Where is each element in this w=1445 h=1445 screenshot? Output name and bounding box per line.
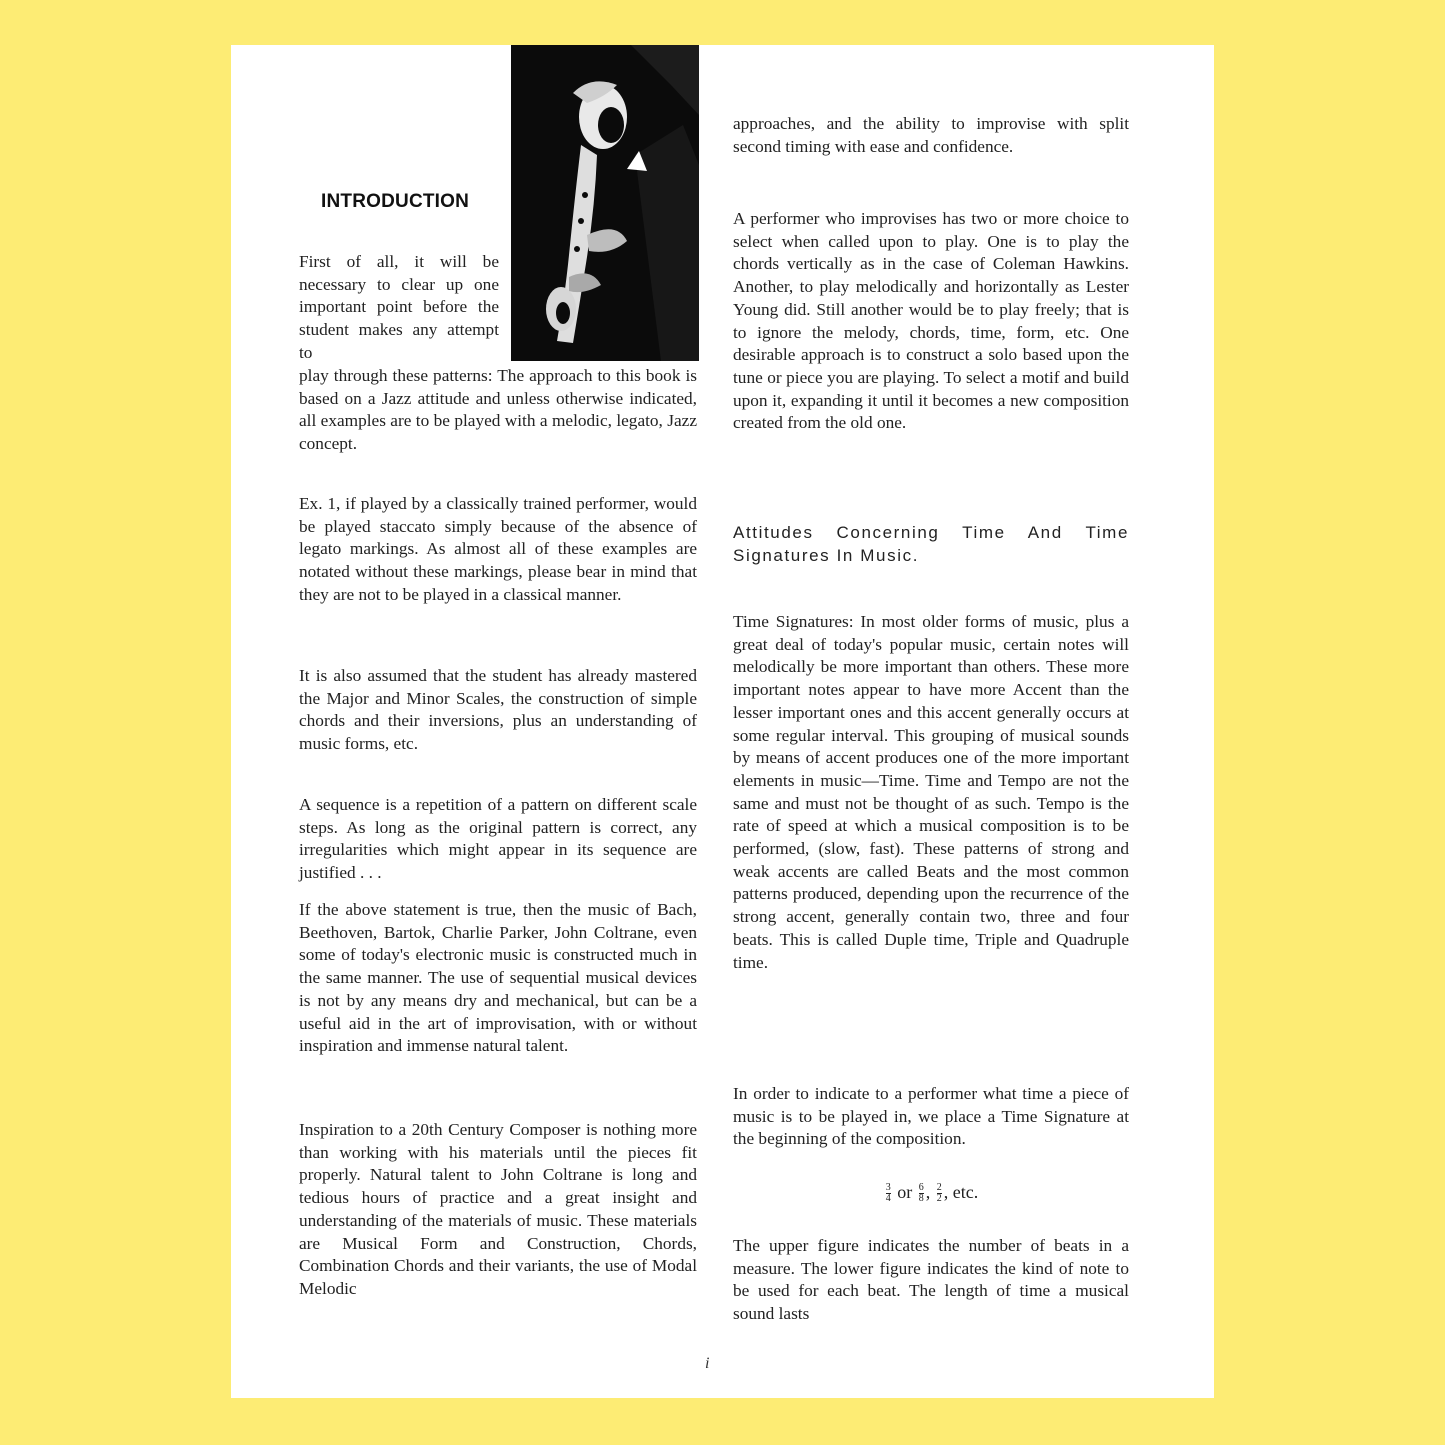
time-signature-1: $\frac{3}{4}$ [885, 1182, 891, 1205]
col1-paragraph-3: It is also assumed that the student has already mastered the Major and Minor Scales, the construction of simple chords and their inversions, plus an understanding of music forms, etc. [299, 666, 697, 754]
page-number: i [705, 1355, 710, 1372]
saxophonist-photo [511, 45, 699, 361]
fraction-or-label: or [897, 1182, 913, 1202]
book-page [231, 45, 1214, 1398]
section-title: Attitudes Concerning Time And Time Signatures In Music. [733, 523, 1129, 565]
col1-paragraph-6: Inspiration to a 20th Century Composer is nothing more than working with his materials until the pieces fit properly. Natural talent to John Coltrane is long and tedious hours of practice and a great insight and understanding of the materials of music. These materials are Musical Form and Construction, Chords, Combination Chords and their variants, the use of Modal Melodic [299, 1120, 697, 1298]
col1-paragraph-2: Ex. 1, if played by a classically trained performer, would be played staccato simply because of the absence of legato markings. As almost all of these examples are notated without these markings, please bear in mind that they are not to be played in a classical manner. [299, 494, 697, 604]
fraction-separator: , [925, 1182, 931, 1202]
col1-paragraph-1-intro: First of all, it will be necessary to clear up one important point before the student makes any attempt to [299, 252, 499, 362]
col2-paragraph-5: The upper figure indicates the number of beats in a measure. The lower figure indicates the kind of note to be used for each beat. The length of time a musical sound lasts [733, 1236, 1129, 1324]
col1-paragraph-1-rest: play through these patterns: The approach to this book is based on a Jazz attitude and unless otherwise indicated, all examples are to be played with a melodic, legato, Jazz concept. [299, 366, 697, 454]
col1-paragraph-4: A sequence is a repetition of a pattern on different scale steps. As long as the original pattern is correct, any irregularities which might appear in its sequence are justified . . . [299, 795, 697, 883]
fraction-etc-label: , etc. [943, 1182, 979, 1202]
page-title: INTRODUCTION [321, 191, 470, 212]
col2-paragraph-1: approaches, and the ability to improvise with split second timing with ease and confidence. [733, 114, 1129, 156]
saxophonist-illustration [511, 45, 699, 361]
time-signature-examples [733, 1182, 1129, 1204]
col2-paragraph-2: A performer who improvises has two or more choice to select when called upon to play. One is to play the chords vertically as in the case of Coleman Hawkins. Another, to play melodically and horizontally as Lester Young did. Still another would be to play freely; that is to ignore the melody, chords, time, form, etc. One desirable approach is to construct a solo based upon the tune or piece you are playing. To select a motif and build upon it, expanding it until it becomes a new composition created from the old one. [733, 209, 1129, 433]
col1-paragraph-5: If the above statement is true, then the music of Bach, Beethoven, Bartok, Charlie Parker, John Coltrane, even some of today's electronic music is constructed much in the same manner. The use of sequential musical devices is not by any means dry and mechanical, but can be a useful aid in the art of improvisation, with or without inspiration and immense natural talent. [299, 900, 697, 1056]
time-signature-3: $\frac{2}{2}$ [936, 1182, 942, 1205]
col2-paragraph-3: Time Signatures: In most older forms of music, plus a great deal of today's popular music, certain notes will melodically be more important than others. These more important notes appear to have more Accent than the lesser important ones and this accent generally occurs at some regular interval. This grouping of musical sounds by means of accent produces one of the more important elements in music—Time. Time and Tempo are not the same and must not be thought of as such. Tempo is the rate of speed at which a musical composition is to be performed, (slow, fast). These patterns of strong and weak accents are called Beats and the most common patterns produced, depending upon the recurrence of the strong accent, generally contain two, three and four beats. This is called Duple time, Triple and Quadruple time. [733, 612, 1129, 972]
col2-paragraph-4: In order to indicate to a performer what time a piece of music is to be played in, we place a Time Signature at the beginning of the composition. [733, 1084, 1129, 1149]
time-signature-2: $\frac{6}{8}$ [918, 1182, 924, 1205]
